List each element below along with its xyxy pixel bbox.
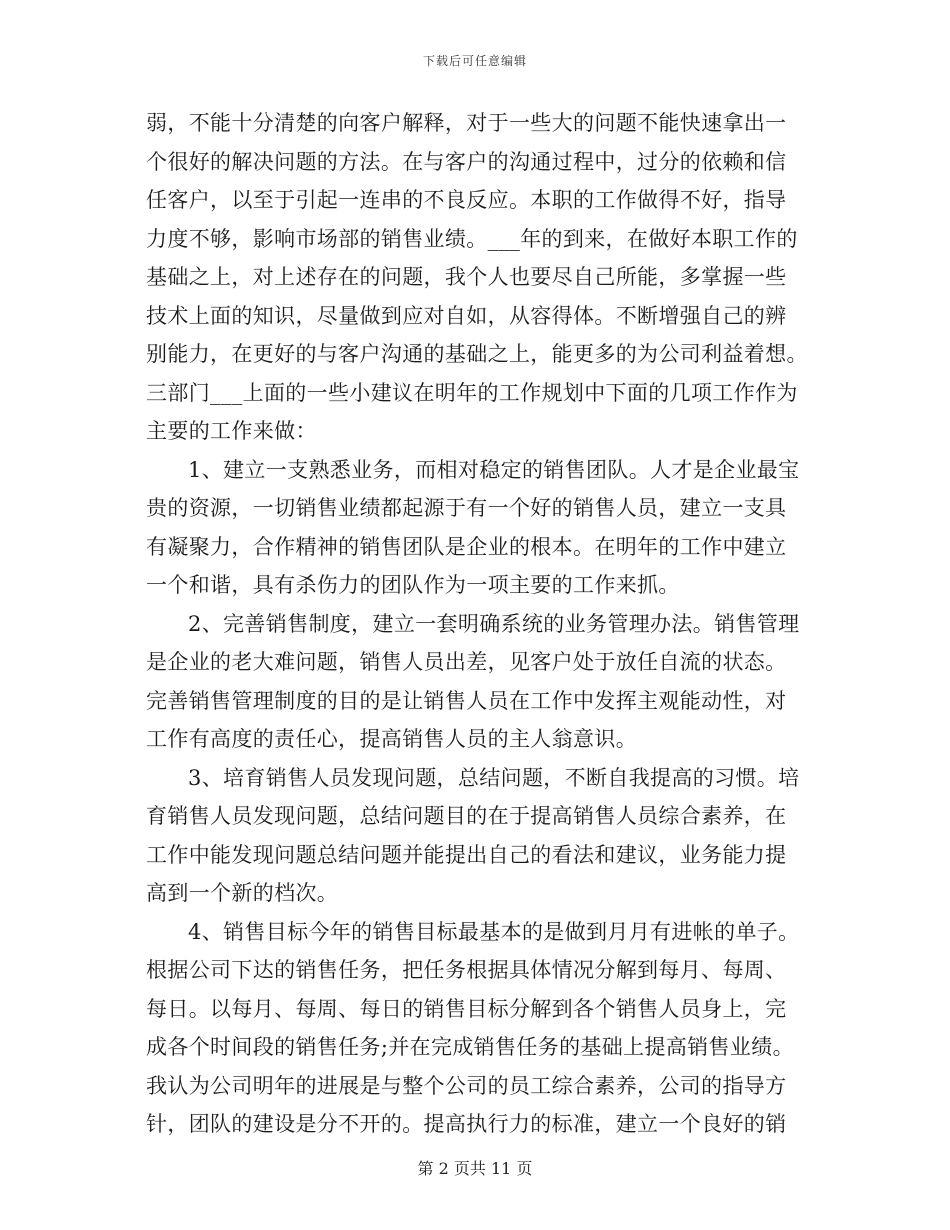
text-line: 贵的资源，一切销售业绩都起源于有一个好的销售人员，建立一支具 bbox=[146, 496, 787, 520]
text-line: 一个和谐，具有杀伤力的团队作为一项主要的工作来抓。 bbox=[146, 573, 680, 597]
text-line: 育销售人员发现问题，总结问题目的在于提高销售人员综合素养，在 bbox=[146, 804, 787, 828]
text-line: 是企业的老大难问题，销售人员出差，见客户处于放任自流的状态。 bbox=[146, 650, 787, 674]
page-header: 下载后可任意编辑 bbox=[422, 54, 527, 68]
paragraph-first-line: 1、建立一支熟悉业务，而相对稳定的销售团队。人才是企业最宝 bbox=[188, 457, 800, 482]
text-line: 有凝聚力，合作精神的销售团队是企业的根本。在明年的工作中建立 bbox=[146, 534, 787, 559]
text-line: 高到一个新的档次。 bbox=[146, 881, 339, 905]
text-line: 成各个时间段的销售任务;并在完成销售任务的基础上提高销售业绩。 bbox=[146, 1035, 794, 1059]
text-line: 基础之上，对上述存在的问题，我个人也要尽自己所能，多掌握一些 bbox=[146, 265, 787, 289]
text-line: 弱，不能十分清楚的向客户解释，对于一些大的问题不能快速拿出一 bbox=[146, 111, 787, 135]
text-line: 个很好的解决问题的方法。在与客户的沟通过程中，过分的依赖和信 bbox=[146, 149, 787, 174]
text-line: 工作有高度的责任心，提高销售人员的主人翁意识。 bbox=[146, 727, 638, 751]
text-line: 我认为公司明年的进展是与整个公司的员工综合素养，公司的指导方 bbox=[146, 1073, 787, 1098]
text-line: 每日。以每月、每周、每日的销售目标分解到各个销售人员身上，完 bbox=[146, 996, 787, 1021]
paragraph-first-line: 3、培育销售人员发现问题，总结问题，不断自我提高的习惯。培 bbox=[188, 765, 800, 790]
text-line: 针，团队的建设是分不开的。提高执行力的标准，建立一个良好的销 bbox=[146, 1112, 787, 1136]
text-line: 任客户，以至于引起一连串的不良反应。本职的工作做得不好，指导 bbox=[146, 188, 787, 212]
text-line: 别能力，在更好的与客户沟通的基础之上，能更多的为公司利益着想。 bbox=[146, 342, 808, 366]
text-line: 完善销售管理制度的目的是让销售人员在工作中发挥主观能动性，对 bbox=[146, 688, 787, 713]
text-line: 主要的工作来做： bbox=[146, 419, 317, 443]
text-line: 力度不够，影响市场部的销售业绩。___年的到来，在做好本职工作的 bbox=[146, 226, 798, 251]
text-line: 工作中能发现问题总结问题并能提出自己的看法和建议，业务能力提 bbox=[146, 842, 787, 867]
text-line: 三部门___上面的一些小建议在明年的工作规划中下面的几项工作作为 bbox=[146, 380, 798, 405]
text-line: 根据公司下达的销售任务，把任务根据具体情况分解到每月、每周、 bbox=[146, 958, 787, 982]
document-body bbox=[146, 104, 810, 1144]
page-number-footer: 第 2 页共 11 页 bbox=[417, 1159, 533, 1178]
paragraph-first-line: 4、销售目标今年的销售目标最基本的是做到月月有进帐的单子。 bbox=[188, 919, 800, 944]
paragraph-first-line: 2、完善销售制度，建立一套明确系统的业务管理办法。销售管理 bbox=[188, 611, 800, 636]
text-line: 技术上面的知识，尽量做到应对自如，从容得体。不断增强自己的辨 bbox=[146, 303, 787, 328]
